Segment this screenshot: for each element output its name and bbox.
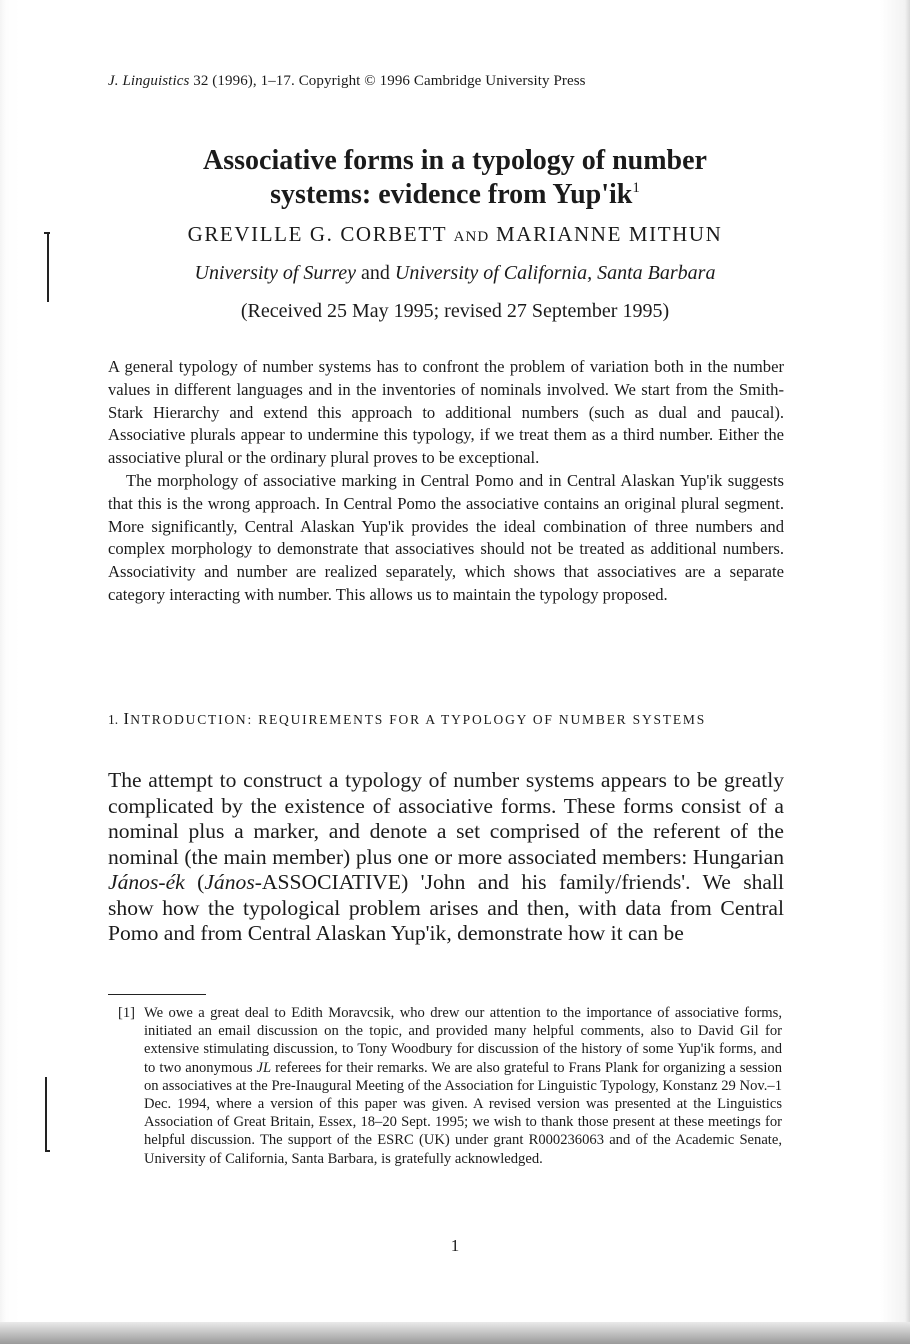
author-1: GREVILLE G. CORBETT (187, 222, 447, 246)
section-initial: I (123, 709, 131, 728)
authors (0, 222, 910, 247)
running-head-details: 32 (1996), 1–17. Copyright © 1996 Cambridge University Press (189, 73, 586, 89)
affiliation-1: University of Surrey (194, 262, 356, 284)
footnote-body: We owe a great deal to Edith Moravcsik, who drew our attention to the importance of associative forms, initiated an email discussion on the topic, and provided many helpful comments, also to David Gil for extensive stimulating discussion, to Tony Woodbury for discussion of the history of some Yup'ik forms, and to two anonymous (144, 1005, 782, 1076)
authors-conjunction: AND (453, 229, 490, 245)
page-number: 1 (450, 1236, 460, 1255)
affiliations-conjunction: and (361, 262, 390, 284)
footnote-body: referees for their remarks. We are also grateful to Frans Plank for organizing a session on associatives at the Pre-Inaugural Meeting of the Association for Linguistic Typology, Konstanz 29 Nov.–1 Dec. 1994, where a version of this paper was given. A revised version was presented at the Linguistics Association of Great Britain, Essex, 18–20 Sept. 1995; we wish to thank those present at these meetings for helpful discussion. The support of the ESRC (UK) under grant R000236063 and of the Academic Senate, University of California, Santa Barbara, is gratefully acknowledged. (144, 1059, 782, 1167)
section-number: 1. (108, 712, 119, 727)
margin-mark (45, 1077, 47, 1152)
footnote-mark: [1] (118, 1005, 136, 1021)
abstract-paragraph-1: A general typology of number systems has to confront the problem of variation both in the number values in different languages and in the inventories of nominals involved. We start from the Smith-Stark Hierarchy and extend this approach to additional numbers (such as dual and paucal). Associative plurals appear to undermine this typology, if we treat them as a third number. Either the associative plural or the ordinary plural proves to be exceptional. (108, 357, 784, 468)
example-gloss-name: János (204, 870, 255, 894)
footnote (118, 1004, 782, 1168)
intro-text: ( (184, 870, 205, 894)
intro-text: -ASSOCIATIVE) 'John and his family/friends'. We shall show how the typological problem arises and then, with data from Central Pomo and from Central Alaskan Yup'ik, demonstrate how it can be (108, 870, 784, 945)
journal-abbrev: JL (256, 1059, 272, 1076)
running-head (108, 73, 586, 90)
page-bottom-edge (0, 1322, 910, 1344)
article-title (0, 144, 910, 212)
title-line-2: systems: evidence from Yup'ik (270, 179, 633, 210)
example-form: János-ék (108, 870, 185, 894)
footnote-divider (108, 994, 206, 995)
abstract (108, 356, 784, 607)
abstract-paragraph-2: The morphology of associative marking in Central Pomo and in Central Alaskan Yup'ik suggests that this is the wrong approach. In Central Pomo the associative contains an original plural segment. More significantly, Central Alaskan Yup'ik provides the ideal combination of three numbers and complex morphology to demonstrate that associatives should not be treated as additional numbers. Associativity and number are realized separately, which shows that associatives are a separate category interacting with number. This allows us to maintain the typology proposed. (108, 470, 784, 604)
journal-name: J. Linguistics (108, 73, 190, 89)
section-title: NTRODUCTION: REQUIREMENTS FOR A TYPOLOGY OF NUMBER SYSTEMS (130, 712, 707, 727)
received-dates: (Received 25 May 1995; revised 27 September 1995) (240, 300, 670, 322)
intro-text: The attempt to construct a typology of number systems appears to be greatly complicated by the existence of associative forms. These forms consist of a nominal plus a marker, and denote a set comprised of the referent of the nominal (the main member) plus one or more associated members: Hungarian (108, 768, 784, 869)
affiliations (0, 262, 910, 285)
intro-paragraph (108, 768, 784, 947)
footnote-text (144, 1004, 782, 1168)
title-footnote-ref: 1 (632, 180, 640, 196)
section-heading (108, 709, 784, 730)
title-line-1: Associative forms in a typology of number (203, 145, 707, 176)
affiliation-2: University of California, Santa Barbara (394, 262, 716, 284)
author-2: MARIANNE MITHUN (496, 222, 723, 246)
